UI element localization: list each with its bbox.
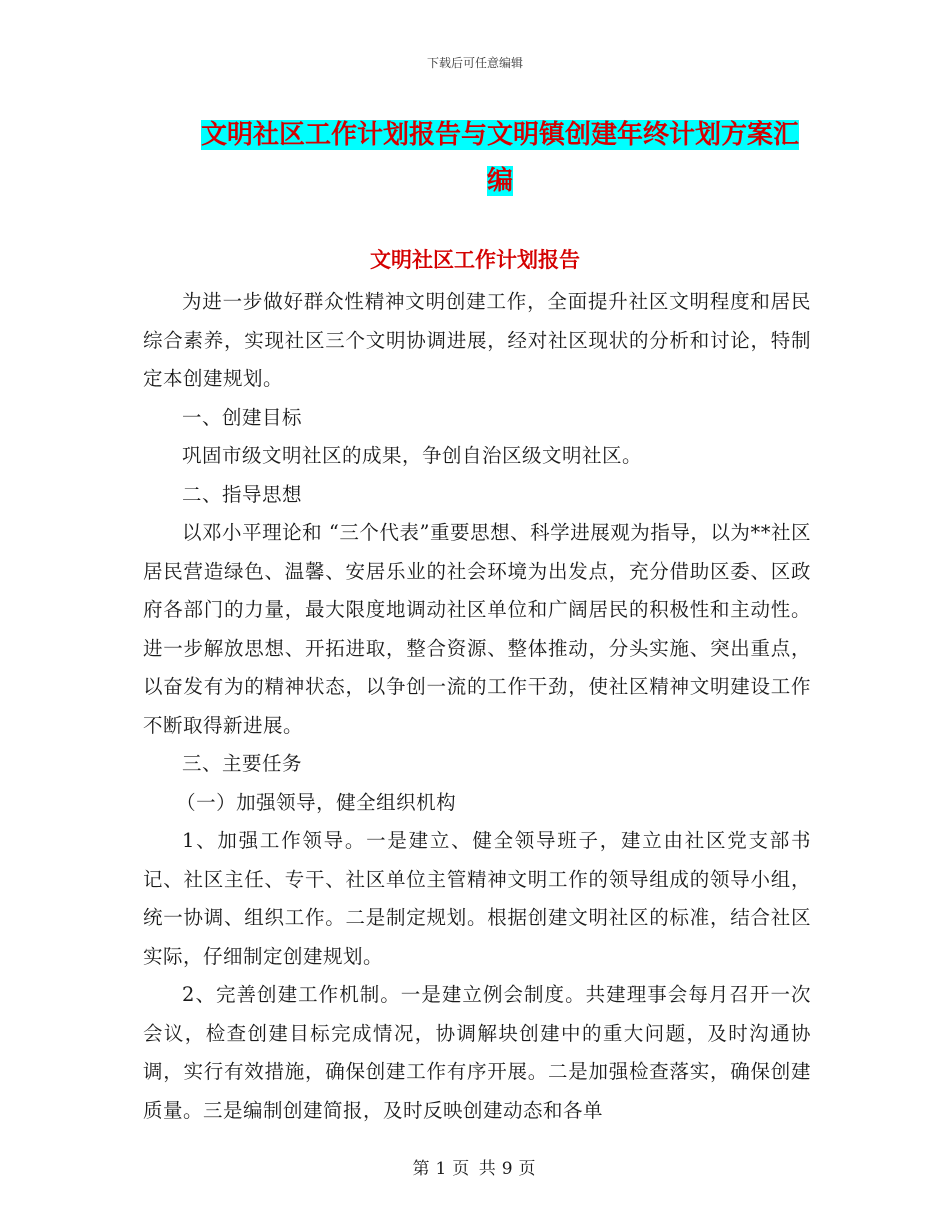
- footer-middle: 页 共: [452, 1159, 498, 1179]
- page-header-note: 下载后可任意编辑: [426, 56, 523, 70]
- paragraph-goals: 巩固市级文明社区的成果，争创自治区级文明社区。: [182, 444, 643, 467]
- heading-guiding-thought: 二、指导思想: [182, 482, 303, 506]
- paragraph-task-2: 2、完善创建工作机制。一是建立例会制度。共建理事会每月召开一次会议，检查创建目标完成情况，协调解块创建中的重大问题，及时沟通协调，实行有效措施，确保创建工作有序开展。二是加强检查落实，确保创建质量。三是编制创建简报，及时反映创建动态和各单: [143, 983, 811, 1122]
- paragraph-task-1: 1、加强工作领导。一是建立、健全领导班子，建立由社区党支部书记、社区主任、专干、社区单位主管精神文明工作的领导组成的领导小组，统一协调、组织工作。二是制定规划。根据创建文明社区的标准，结合社区实际，仔细制定创建规划。: [143, 829, 811, 968]
- section-title: 文明社区工作计划报告: [370, 247, 580, 272]
- page-footer: [0, 1154, 950, 1179]
- footer-prefix: 第: [412, 1159, 432, 1179]
- document-title-text: 文明社区工作计划报告与文明镇创建年终计划方案汇编: [200, 120, 799, 196]
- paragraph-guiding-thought: 以邓小平理论和 “三个代表”重要思想、科学进展观为指导，以为**社区居民营造绿色、温馨、安居乐业的社会环境为出发点，充分借助区委、区政府各部门的力量，最大限度地调动社区单位和广阔居民的积极性和主动性。进一步解放思想、开拓进取，整合资源、整体推动，分头实施、突出重点，以奋发有为的精神状态，以争创一流的工作干劲，使社区精神文明建设工作不断取得新进展。: [143, 521, 811, 737]
- document-title: [195, 112, 805, 204]
- paragraph-intro: 为进一步做好群众性精神文明创建工作，全面提升社区文明程度和居民综合素养，实现社区三个文明协调进展，经对社区现状的分析和讨论，特制定本创建规划。: [143, 290, 811, 390]
- heading-goals: 一、创建目标: [182, 405, 303, 429]
- footer-suffix: 页: [518, 1159, 538, 1179]
- current-page-number: 1: [435, 1159, 449, 1179]
- document-body: [143, 283, 811, 1130]
- heading-main-tasks: 三、主要任务: [182, 752, 303, 775]
- subheading-leadership: （一）加强领导，健全组织机构: [176, 790, 457, 814]
- total-page-count: 9: [501, 1159, 515, 1179]
